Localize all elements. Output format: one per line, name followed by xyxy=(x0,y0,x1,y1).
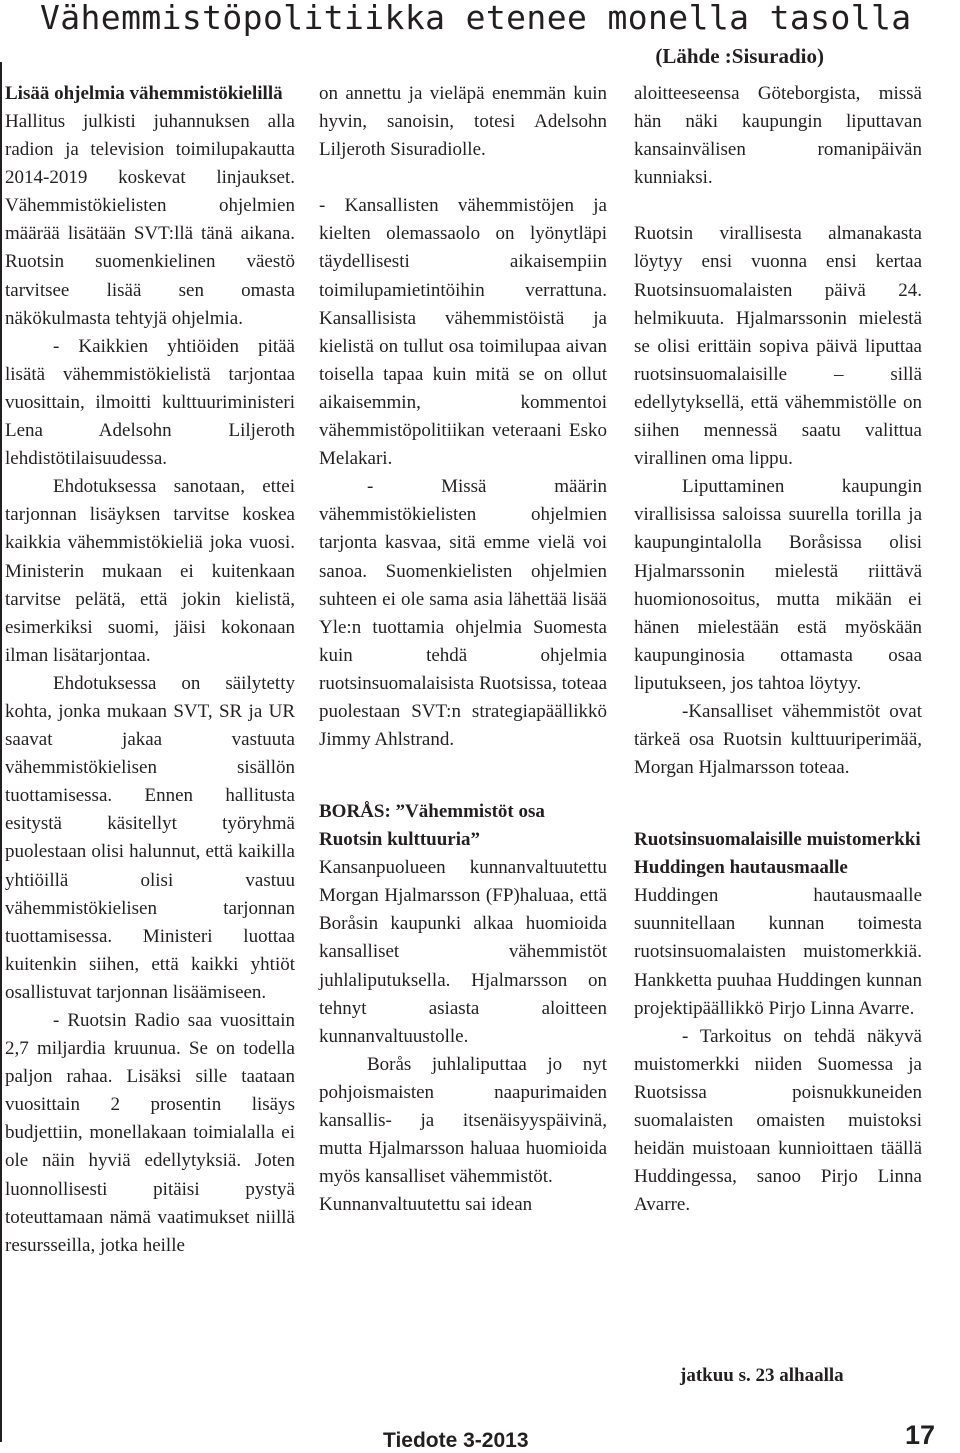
paragraph: Kansanpuolueen kunnanvaltuutettu Morgan Hjalmarsson (FP)haluaa, että Boråsin kaupunki alkaa huomioida kansalliset vähemmistöt juhlaliputuksella. Hjalmarsson on tehnyt asiasta aloitteen kunnanvaltuustolle. xyxy=(319,857,607,1047)
paragraph: Huddingen hautausmaalle suunnitellaan kunnan toimesta ruotsinsuomalaisten muistomerkkiä. Hankketta puuhaa Huddingen kunnan projektipäällikkö Pirjo Linna Avarre. xyxy=(634,885,922,1019)
paragraph: - Missä määrin vähemmistökielisten ohjelmien tarjonta kasvaa, sitä emme vielä voi sanoa. Suomenkielisten ohjelmien suhteen ei ole sama asia lähettää lisää Yle:n tuottamia ohjelmia Suomesta kuin tehdä ohjelmia ruotsinsuomalaisista Ruotsissa, toteaa puolestaan SVT:n strategiapäällikkö Jimmy Ahlstrand. xyxy=(319,476,607,751)
page-headline: Vähemmistöpolitiikka etenee monella tasolla xyxy=(40,0,912,37)
paragraph: Kunnanvaltuutettu sai idean xyxy=(319,1194,533,1216)
continued-note: jatkuu s. 23 alhaalla xyxy=(680,1365,844,1386)
column-1 xyxy=(5,80,295,1260)
paragraph: - Tarkoitus on tehdä näkyvä muistomerkki niiden Suomessa ja Ruotsissa poisnukkuneiden suomalaisten omaisten muistoksi heidän muistoaan kunnioittaen täällä Huddingessa, sanoo Pirjo Linna Avarre. xyxy=(634,1025,922,1216)
left-margin-rule xyxy=(0,62,2,1442)
paragraph: aloitteeseensa Göteborgista, missä hän näki kaupungin liputtavan kansainvälisen romanipäivän kunniaksi. xyxy=(634,83,922,189)
paragraph: on annettu ja vieläpä enemmän kuin hyvin, sanoisin, totesi Adelsohn Liljeroth Sisuradiolle. xyxy=(319,83,607,161)
column-3 xyxy=(634,80,922,1219)
footer-issue: Tiedote 3-2013 xyxy=(383,1429,529,1452)
source-credit: (Lähde :Sisuradio) xyxy=(655,44,824,68)
paragraph: Hallitus julkisti juhannuksen alla radion ja television toimilupakautta 2014-2019 koskevat linjaukset. Vähemmistökielisten ohjelmien määrää lisätään SVT:llä tänä aikana. Ruotsin suomenkielinen väestö tarvitsee lisää sen omasta näkökulmasta tehtyjä ohjelmia. xyxy=(5,111,295,329)
paragraph: -Kansalliset vähemmistöt ovat tärkeä osa Ruotsin kulttuuriperimää, Morgan Hjalmarsson toteaa. xyxy=(634,700,922,779)
paragraph: Ehdotuksessa on säilytetty kohta, jonka mukaan SVT, SR ja UR saavat jakaa vastuuta vähemmistökielisen sisällön tuottamisessa. Ennen hallitusta esitystä käsitellyt työryhmä puolestaan olisi halunnut, että kaikilla yhtiöillä olisi vastuu vähemmistökielisen tarjonnan tuottamisessa. Ministeri luottaa kuitenkin siihen, että kaikki yhtiöt osallistuvat tarjonnan lisäämiseen. xyxy=(5,672,295,1003)
paragraph: - Ruotsin Radio saa vuosittain 2,7 miljardia kruunua. Se on todella paljon rahaa. Lisäksi sille taataan vuosittain 2 prosentin lisäys budjettiin, monellakaan toimialalla ei ole näin hyviä edellytyksiä. Joten luonnollisesti pitäisi pystyä toteuttamaan nämä vaatimukset niillä resursseilla, jotka heille xyxy=(5,1010,295,1256)
paragraph: Ruotsin virallisesta almanakasta löytyy ensi vuonna ensi kertaa Ruotsinsuomalaisten päivä 24. helmikuuta. Hjalmarssonin mielestä se olisi erittäin sopiva päivä liputtaa ruotsinsuomalaisille – sillä edellytyksellä, että vähemmistölle on siihen mennessä saatu valittua virallinen oma lippu. xyxy=(634,223,922,470)
page-number: 17 xyxy=(905,1420,936,1450)
column-2 xyxy=(319,80,607,1219)
paragraph: Borås juhlaliputtaa jo nyt pohjoismaisten naapurimaiden kansallis- ja itsenäisyyspäivinä, mutta Hjalmarsson haluaa huomioida myös kansalliset vähemmistöt. xyxy=(319,1053,607,1188)
paragraph: Ehdotuksessa sanotaan, ettei tarjonnan lisäyksen tarvitse koskea kaikkia vähemmistökieliä joka vuosi. Ministerin mukaan ei kuitenkaan tarvitse pelätä, että jokin kielistä, esimerkiksi suomi, jäisi kokonaan ilman lisätarjontaa. xyxy=(5,476,295,666)
article-heading-boras: BORÅS: ”Vähemmistöt osa Ruotsin kulttuuria” xyxy=(319,801,545,851)
article-heading-muistomerkki: Ruotsinsuomalaisille muistomerkki Huddingen hautausmaalle xyxy=(634,829,921,879)
paragraph: - Kaikkien yhtiöiden pitää lisätä vähemmistökielistä tarjontaa vuosittain, ilmoitti kulttuuriministeri Lena Adelsohn Liljeroth lehdistötilaisuudessa. xyxy=(5,335,295,470)
paragraph: Liputtaminen kaupungin virallisissa saloissa suurella torilla ja kaupungintalolla Boråsissa olisi Hjalmarssonin mielestä riittävä huomionosoitus, mutta mikään ei hänen mielestään estä myöskään kaupunginosia ottamasta osaa liputukseen, jos tahtoa löytyy. xyxy=(634,476,922,694)
article-heading-ohjelmia: Lisää ohjelmia vähemmistökielillä xyxy=(5,83,283,104)
paragraph: - Kansallisten vähemmistöjen ja kielten olemassaolo on lyönytläpi täydellisesti aikaisempiin toimilupamietintöihin verrattuna. Kansallisista vähemmistöistä ja kielistä on tullut osa toimilupaa aivan toisella tapaa kuin mitä se on ollut aikaisemmin, kommentoi vähemmistöpolitiikan veteraani Esko Melakari. xyxy=(319,195,607,470)
